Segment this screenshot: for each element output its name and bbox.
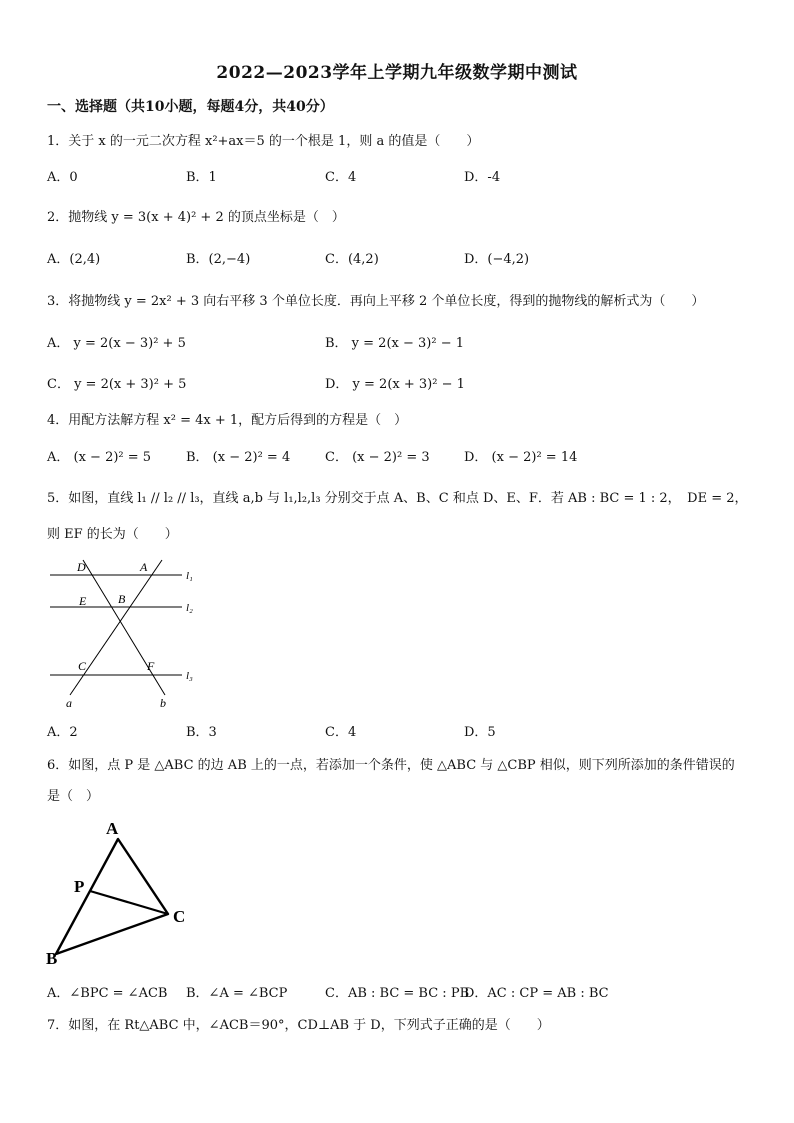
q6-option-d[interactable]: D．AC : CP = AB : BC <box>464 986 609 1001</box>
q5-option-b[interactable]: B．3 <box>186 725 217 740</box>
q2-option-c[interactable]: C．(4,2) <box>325 252 379 267</box>
label-a: a <box>66 696 72 710</box>
label-l3: l₃ <box>186 670 193 682</box>
q6-option-b[interactable]: B．∠A = ∠BCP <box>186 986 288 1001</box>
q3-option-c[interactable]: C． y = 2(x + 3)² + 5 <box>47 377 187 392</box>
q2-option-d[interactable]: D．(−4,2) <box>464 252 530 267</box>
q1-option-a[interactable]: A．0 <box>47 170 78 185</box>
q4-option-a[interactable]: A． (x − 2)² = 5 <box>47 450 152 465</box>
question-1-stem: 1．关于 x 的一元二次方程 x²+ax＝5 的一个根是 1，则 a 的值是（ ） <box>47 134 480 149</box>
label-D: D <box>77 560 86 574</box>
label-B: B <box>46 949 58 968</box>
q2-option-b[interactable]: B．(2,−4) <box>186 252 251 267</box>
q1-option-c[interactable]: C．4 <box>325 170 357 185</box>
label-A: A <box>140 560 148 574</box>
label-l2: l₂ <box>186 602 193 614</box>
q4-option-d[interactable]: D． (x − 2)² = 14 <box>464 450 578 465</box>
label-P: P <box>74 877 85 896</box>
label-F: F <box>147 659 155 673</box>
label-B: B <box>118 592 126 606</box>
q3-option-b[interactable]: B． y = 2(x − 3)² − 1 <box>325 336 465 351</box>
q1-option-b[interactable]: B．1 <box>186 170 217 185</box>
q4-option-b[interactable]: B． (x − 2)² = 4 <box>186 450 291 465</box>
question-3-stem: 3．将抛物线 y = 2x² + 3 向右平移 3 个单位长度．再向上平移 2 个单位长度，得到的抛物线的解析式为（ ） <box>47 294 705 309</box>
q3-option-d[interactable]: D． y = 2(x + 3)² − 1 <box>325 377 465 392</box>
label-C: C <box>78 659 87 673</box>
label-b: b <box>160 696 166 710</box>
q5-parallel-lines-figure <box>40 555 210 715</box>
label-l1: l₁ <box>186 570 193 582</box>
q3-option-a[interactable]: A． y = 2(x − 3)² + 5 <box>47 336 186 351</box>
question-6-stem-line1: 6．如图，点 P 是 △ABC 的边 AB 上的一点，若添加一个条件，使 △ABC 与 △CBP 相似，则下列所添加的条件错误的 <box>47 758 735 773</box>
q2-option-a[interactable]: A．(2,4) <box>47 252 101 267</box>
q6-option-a[interactable]: A．∠BPC = ∠ACB <box>47 986 168 1001</box>
q6-triangle-figure <box>40 812 210 972</box>
question-6-stem-line2: 是（ ） <box>47 789 100 804</box>
label-A: A <box>106 819 119 838</box>
q1-option-d[interactable]: D．-4 <box>464 170 501 185</box>
q5-option-d[interactable]: D．5 <box>464 725 496 740</box>
section-heading: 一、选择题（共10小题，每题4分，共40分） <box>47 99 334 115</box>
q5-option-a[interactable]: A．2 <box>47 725 78 740</box>
label-C: C <box>173 907 186 926</box>
q6-option-c[interactable]: C．AB : BC = BC : PB <box>325 986 470 1001</box>
q4-option-c[interactable]: C． (x − 2)² = 3 <box>325 450 430 465</box>
label-E: E <box>79 594 87 608</box>
q5-option-c[interactable]: C．4 <box>325 725 357 740</box>
question-5-stem-line1: 5．如图，直线 l₁ // l₂ // l₃，直线 a,b 与 l₁,l₂,l₃ 分别交于点 A、B、C 和点 D、E、F．若 AB : BC = 1 : 2， DE = 2， <box>47 491 748 506</box>
question-2-stem: 2．抛物线 y = 3(x + 4)² + 2 的顶点坐标是（ ） <box>47 210 345 225</box>
question-7-stem: 7．如图，在 Rt△ABC 中，∠ACB＝90°，CD⊥AB 于 D，下列式子正确的是（ ） <box>47 1018 550 1033</box>
page-title: 2022—2023学年上学期九年级数学期中测试 <box>216 63 578 83</box>
question-5-stem-line2: 则 EF 的长为（ ） <box>47 527 178 542</box>
question-4-stem: 4．用配方法解方程 x² = 4x + 1，配方后得到的方程是（ ） <box>47 413 408 428</box>
